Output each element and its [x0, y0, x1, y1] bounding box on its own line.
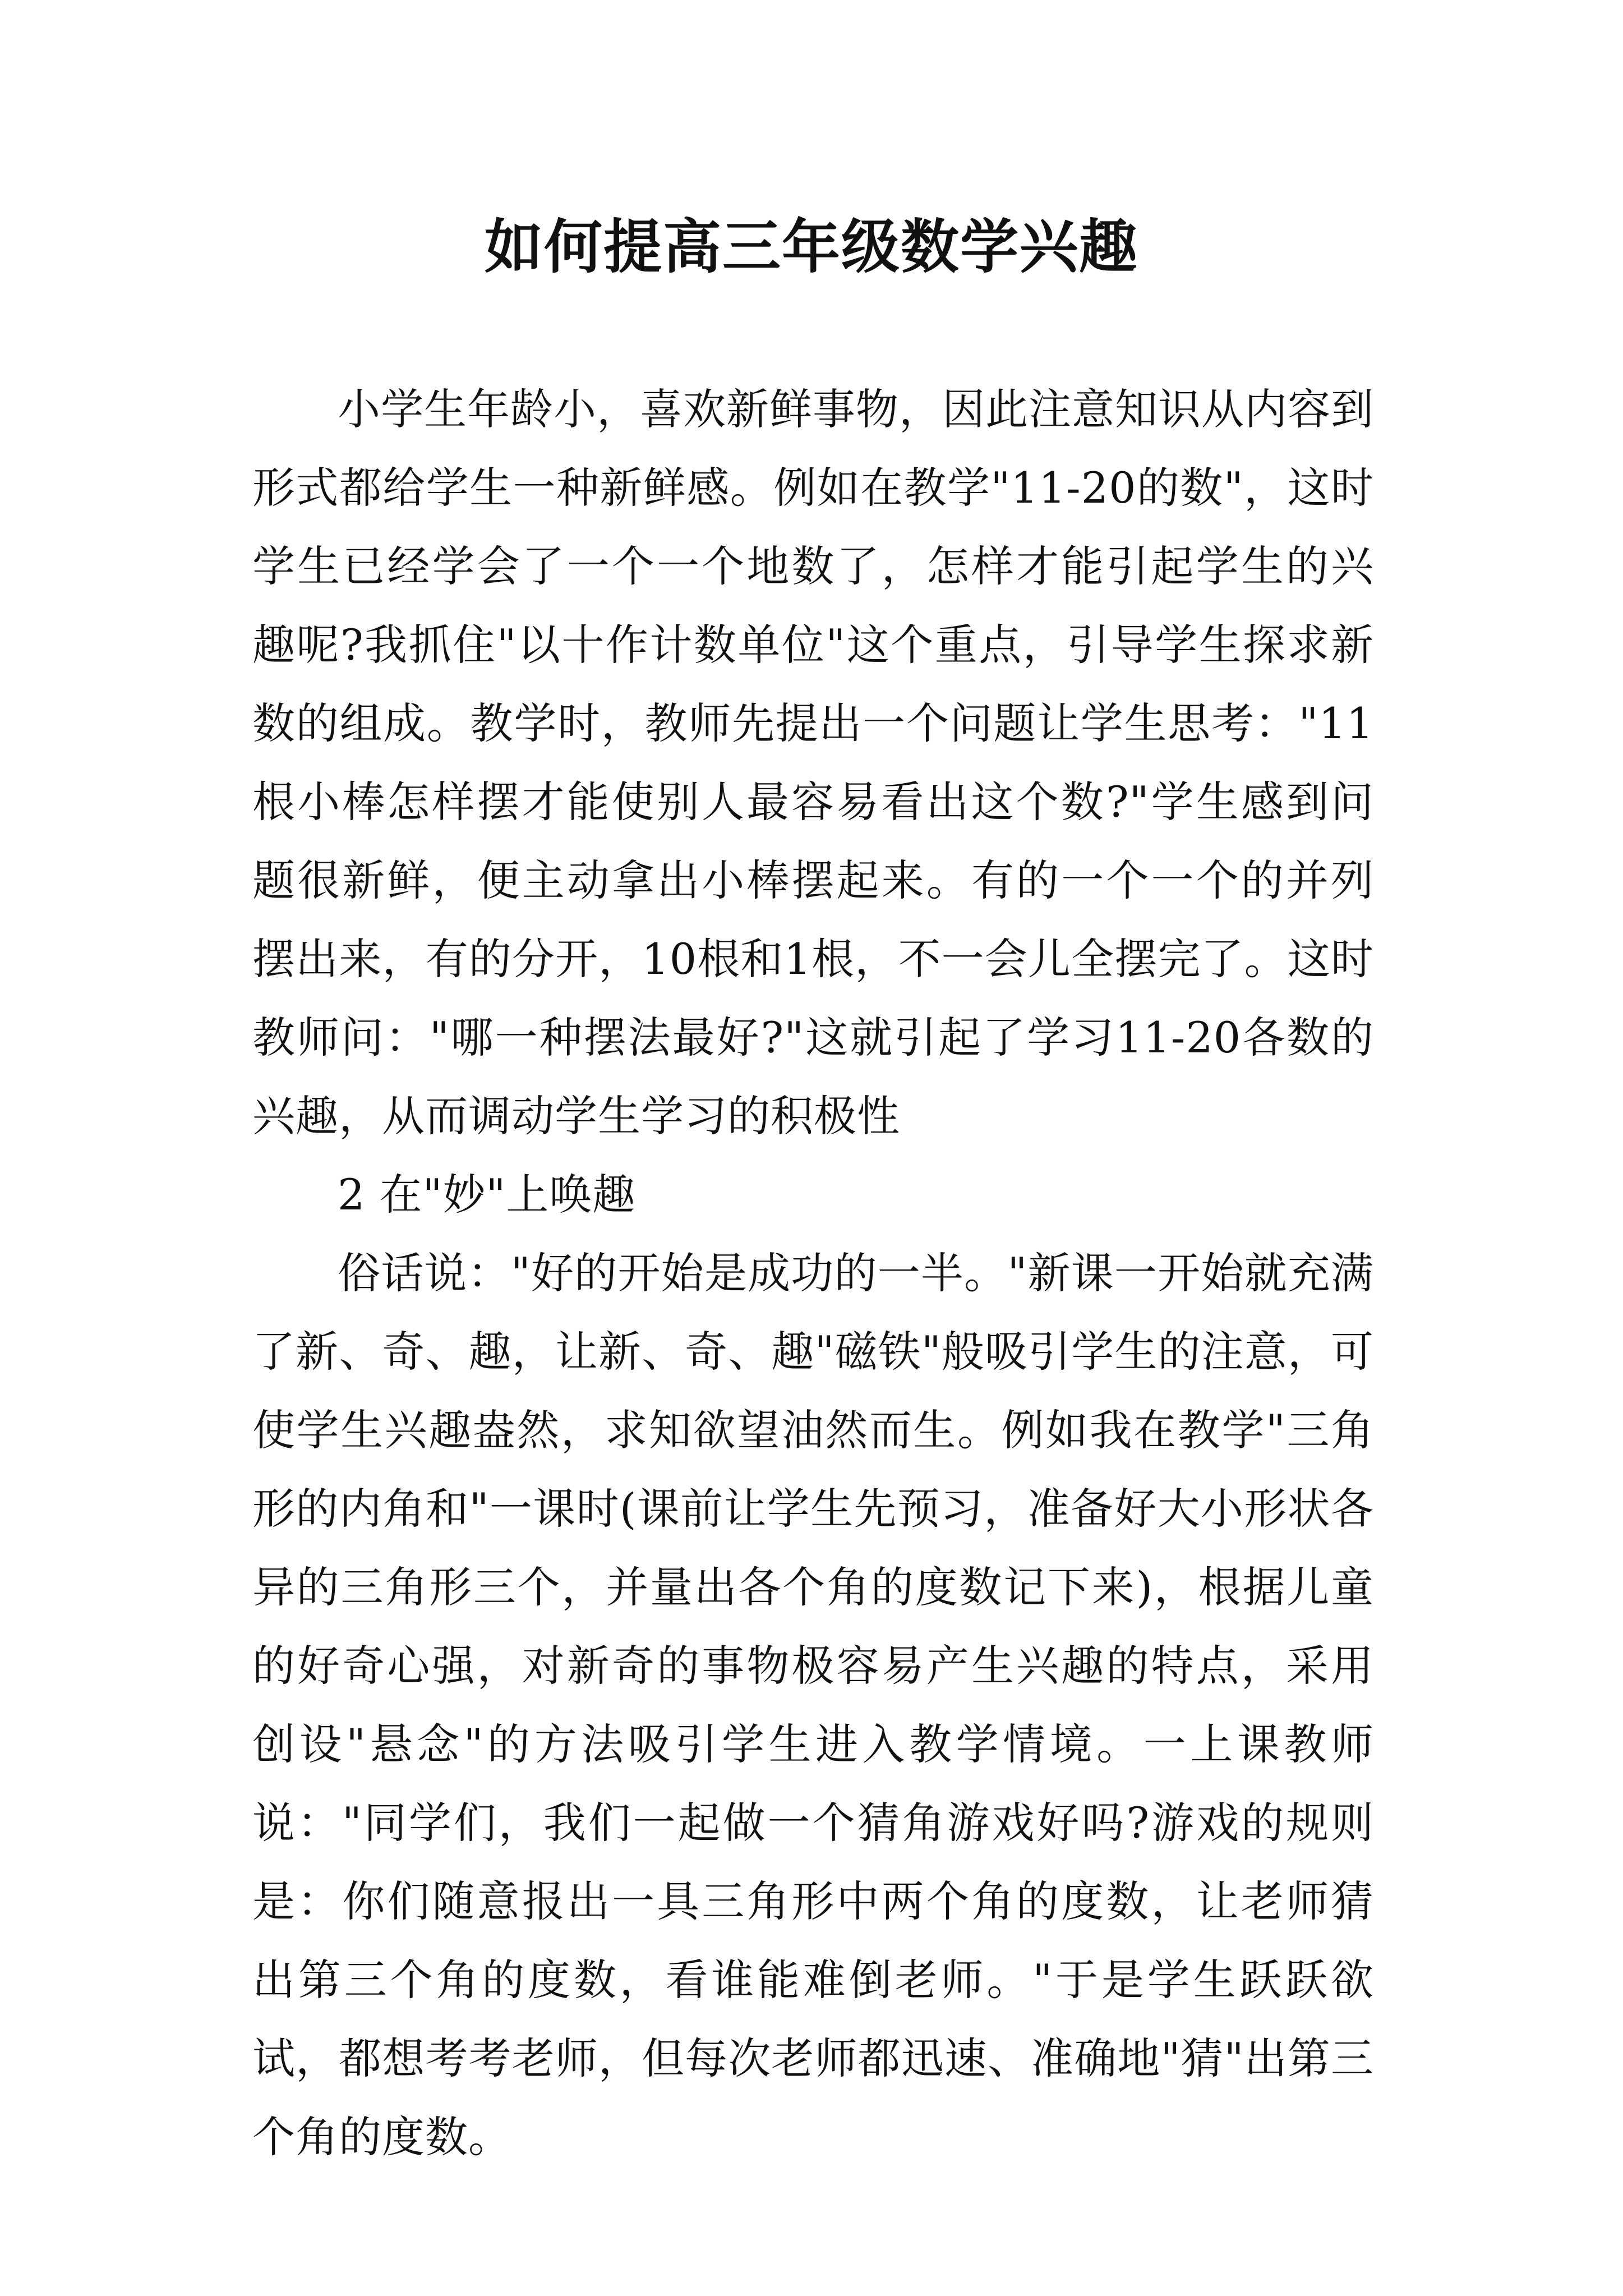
document-title: 如何提高三年级数学兴趣: [484, 212, 1138, 281]
paragraph-intro: 小学生年龄小，喜欢新鲜事物，因此注意知识从内容到形式都给学生一种新鲜感。例如在教学"11-20的数"，这时学生已经学会了一个一个地数了，怎样才能引起学生的兴趣呢?我抓住"以十作计数单位"这个重点，引导学生探求新数的组成。教学时，教师先提出一个问题让学生思考："11根小棒怎样摆才能使别人最容易看出这个数?"学生感到问题很新鲜，便主动拿出小棒摆起来。有的一个一个的并列摆出来，有的分开，10根和1根，不一会儿全摆完了。这时教师问："哪一种摆法最好?"这就引起了学习11-20各数的兴趣，从而调动学生学习的积极性: [252, 384, 1374, 1141]
document-body: [252, 370, 1374, 2177]
paragraph-example: 俗话说："好的开始是成功的一半。"新课一开始就充满了新、奇、趣，让新、奇、趣"磁铁"般吸引学生的注意，可使学生兴趣盎然，求知欲望油然而生。例如我在教学"三角形的内角和"一课时(课前让学生先预习，准备好大小形状各异的三角形三个，并量出各个角的度数记下来)，根据儿童的好奇心强，对新奇的事物极容易产生兴趣的特点，采用创设"悬念"的方法吸引学生进入教学情境。一上课教师说："同学们，我们一起做一个猜角游戏好吗?游戏的规则是：你们随意报出一具三角形中两个角的度数，让老师猜出第三个角的度数，看谁能难倒老师。"于是学生跃跃欲试，都想考考老师，但每次老师都迅速、准确地"猜"出第三个角的度数。: [252, 1248, 1374, 2162]
section-heading: 2 在"妙"上唤趣: [338, 1170, 636, 1220]
